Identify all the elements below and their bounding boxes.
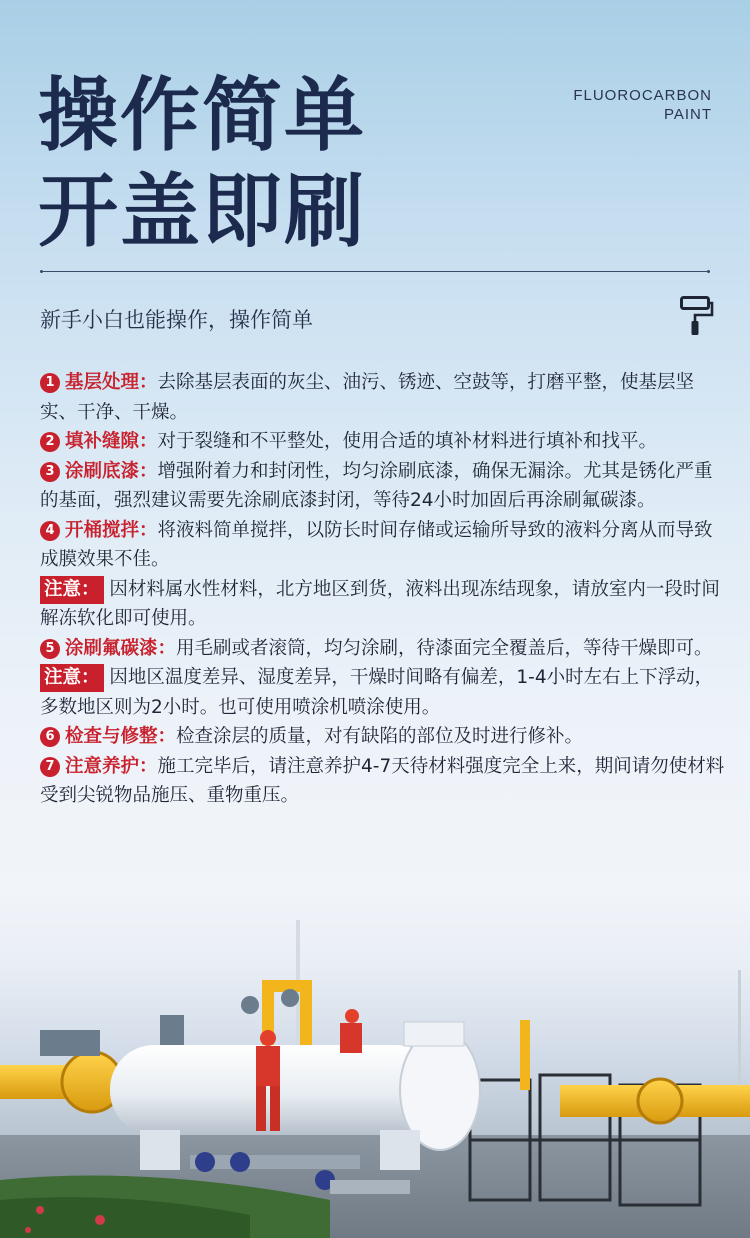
step-7 [40,752,730,811]
pipeline-station-photo [0,880,750,1238]
step-number-badge: 2 [40,432,60,452]
step-title: 注意养护： [65,755,158,777]
steps-list [40,368,730,811]
brand-line-1: FLUOROCARBON [573,87,712,104]
step-number-badge: 3 [40,462,60,482]
step-1 [40,368,730,427]
step-number-badge: 4 [40,521,60,541]
step-2 [40,427,730,457]
divider [40,271,710,272]
step-text: 施工完毕后，请注意养护4-7天待材料强度完全上来，期间请勿使材料受到尖锐物品施压、重物重压。 [40,755,725,806]
step-title: 涂刷底漆： [65,460,158,482]
note-badge: 注意： [40,576,104,604]
step-title: 基层处理： [65,372,158,393]
note-badge: 注意： [40,664,104,692]
step-4 [40,516,730,575]
step-number-badge: 1 [40,373,60,393]
step-title: 涂刷氟碳漆： [65,637,177,659]
step-title: 检查与修整： [65,726,177,747]
step-number-badge: 6 [40,727,60,747]
note-1 [40,575,730,634]
headline-line-2: 开盖即刷 [38,165,366,258]
step-text: 增强附着力和封闭性，均匀涂刷底漆，确保无漏涂。尤其是锈化严重的基面，强烈建议需要先涂刷底漆封闭，等待24小时加固后再涂刷氟碳漆。 [40,460,713,511]
step-text: 对于裂缝和不平整处，使用合适的填补材料进行填补和找平。 [157,431,658,452]
step-title: 开桶搅拌： [65,519,158,541]
paint-roller-icon [680,296,714,336]
step-3 [40,457,730,516]
note-text: 因地区温度差异、湿度差异，干燥时间略有偏差，1-4小时左右上下浮动，多数地区则为2小时。也可使用喷涂机喷涂使用。 [40,667,714,718]
step-title: 填补缝隙： [65,431,158,452]
headline-line-1: 操作简单 [38,69,366,162]
note-2 [40,663,730,722]
step-number-badge: 7 [40,757,60,777]
step-6 [40,722,730,752]
brand-line-2: PAINT [663,106,712,123]
brand-label [573,86,712,124]
step-text: 将液料简单搅拌，以防长时间存储或运输所导致的液料分离从而导致成膜效果不佳。 [40,519,713,570]
step-text: 去除基层表面的灰尘、油污、锈迹、空鼓等，打磨平整，使基层坚实、干净、干燥。 [40,372,695,423]
subtitle: 新手小白也能操作，操作简单 [40,308,313,332]
step-number-badge: 5 [40,639,60,659]
headline [38,68,366,260]
step-text: 用毛刷或者滚筒，均匀涂刷，待漆面完全覆盖后，等待干燥即可。 [176,637,713,659]
note-text: 因材料属水性材料，北方地区到货，液料出现冻结现象，请放室内一段时间解冻软化即可使用。 [40,578,720,629]
step-text: 检查涂层的质量，对有缺陷的部位及时进行修补。 [176,726,584,747]
step-5 [40,634,730,664]
